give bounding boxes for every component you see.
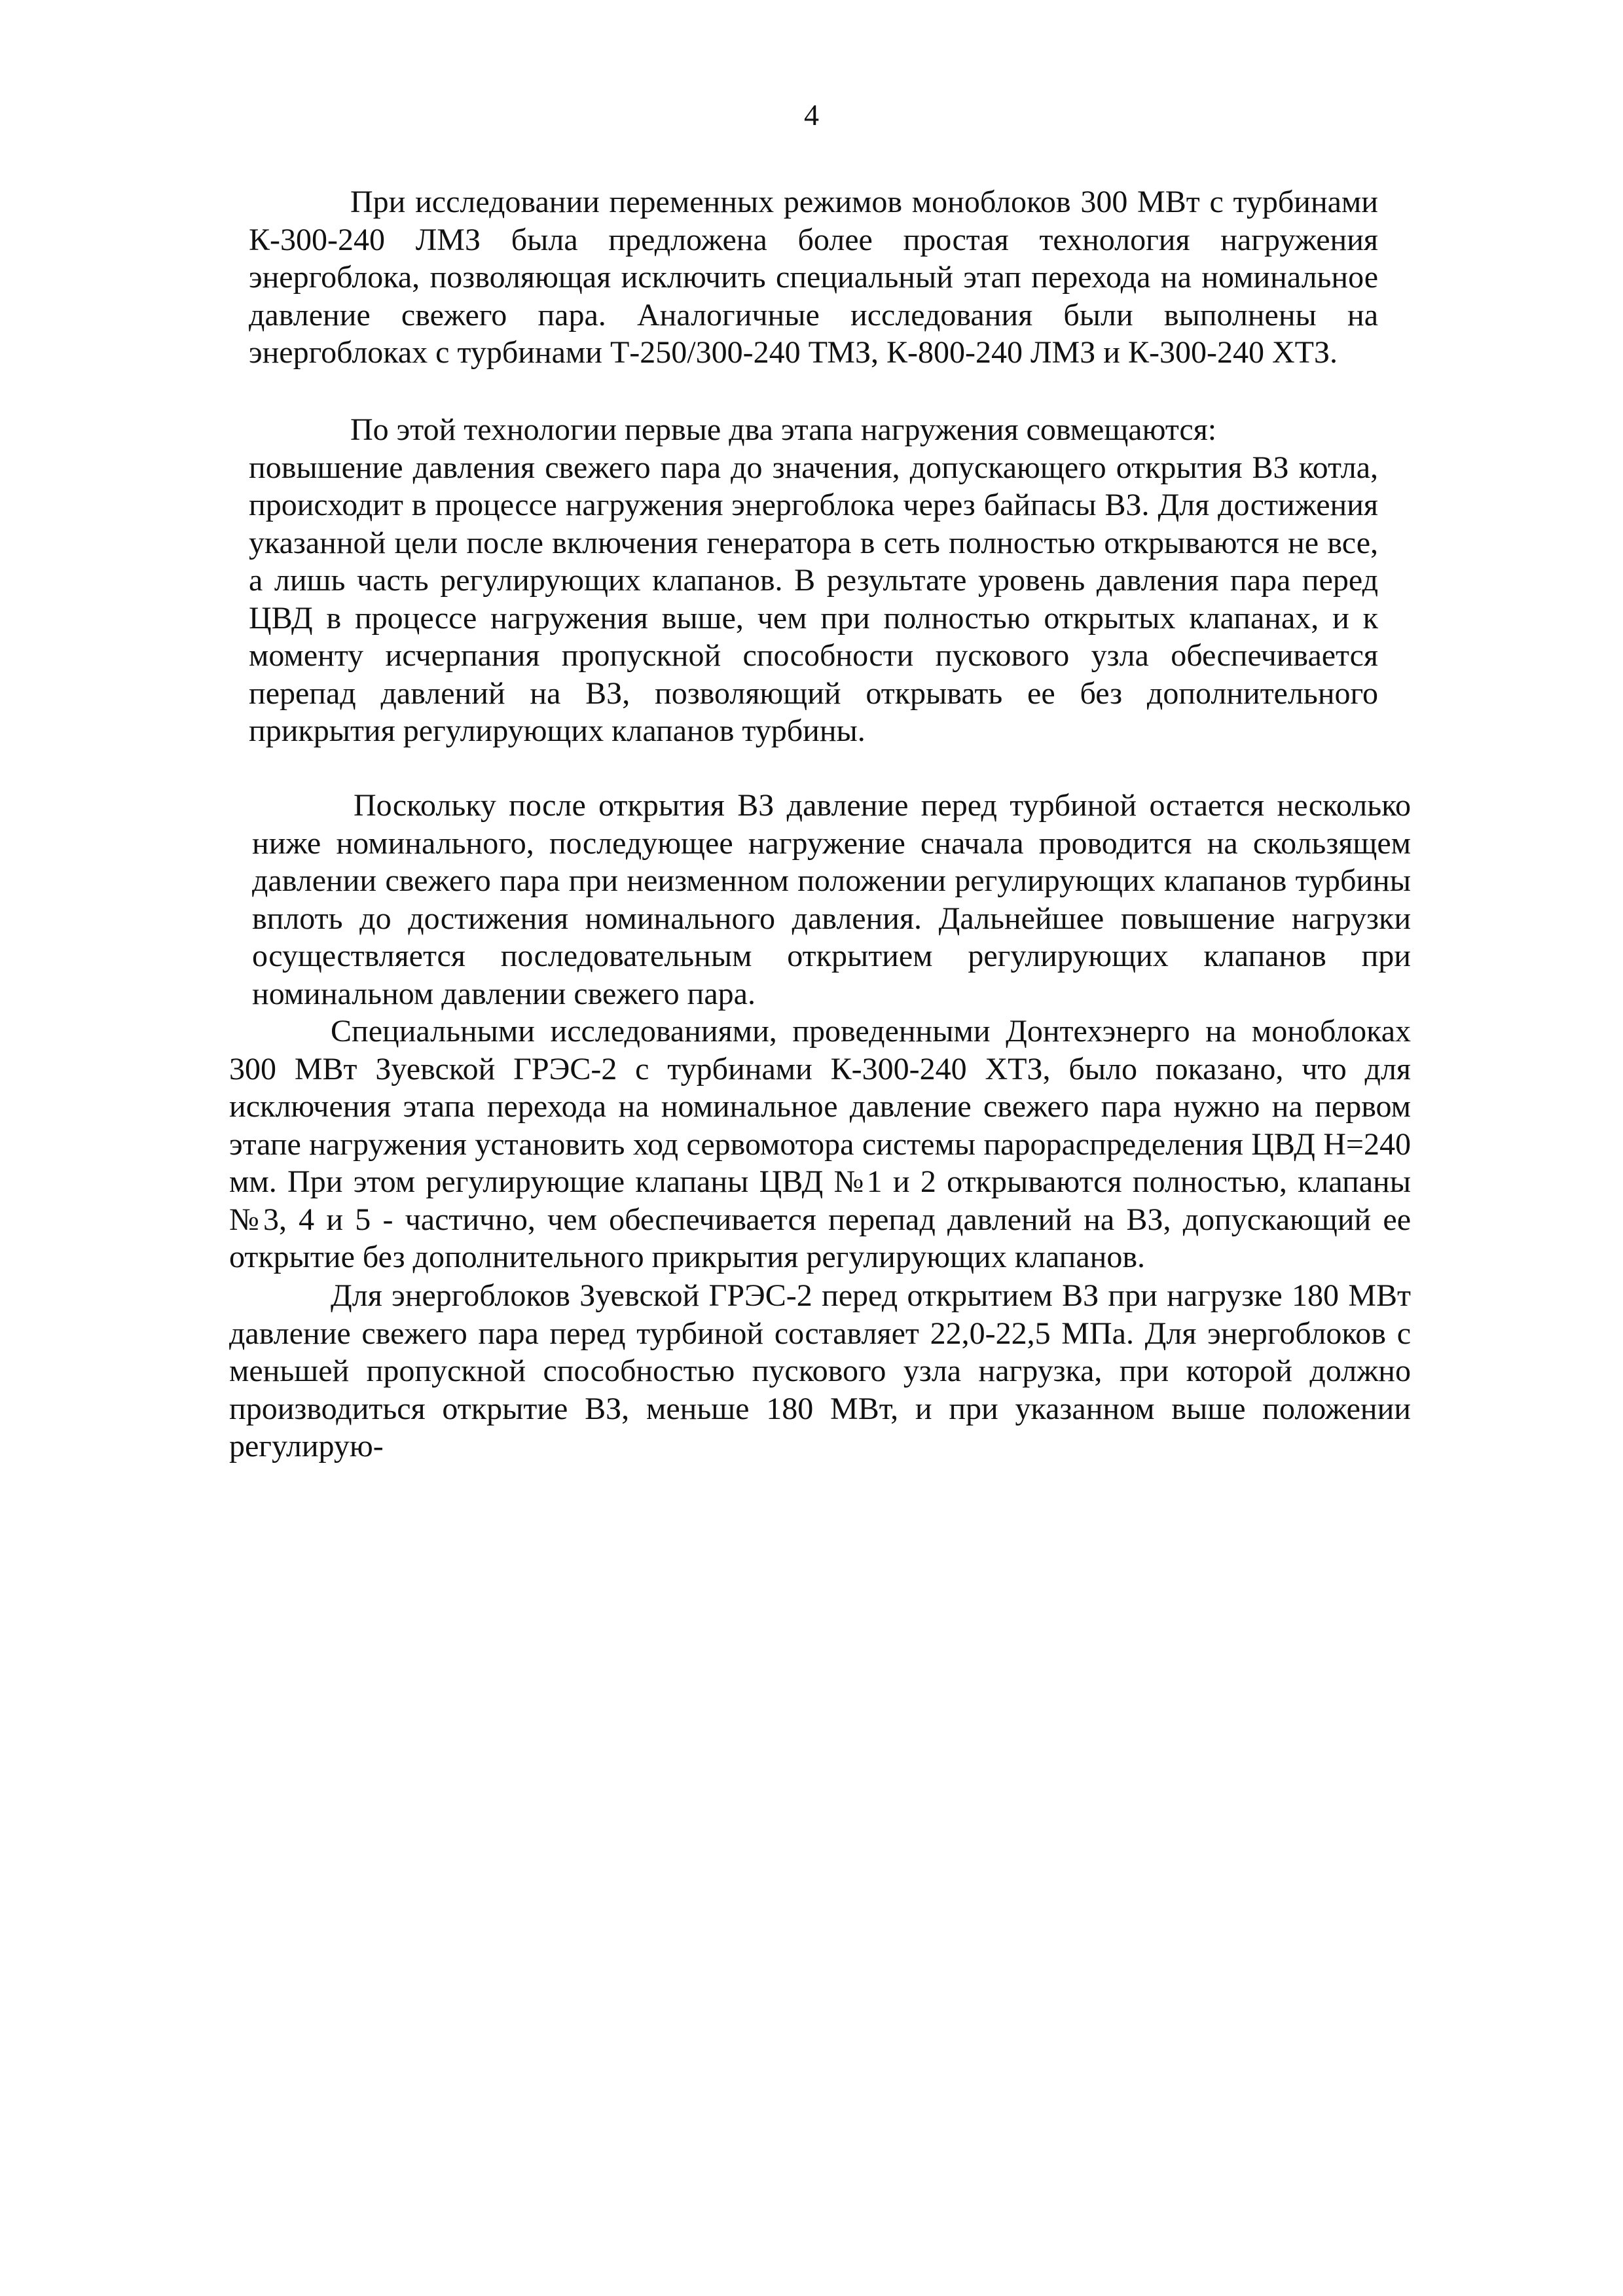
paragraph-text: Для энергоблоков Зуевской ГРЭС-2 перед открытием ВЗ при нагрузке 180 МВт давление свежего пара перед турбиной составляет 22,0-22,5 МПа. Для энергоблоков с меньшей пропускной способностью пускового узла нагрузка, при которой должно производиться открытие ВЗ, меньше 180 МВт, и при указанном выше положении регулирую- [229,1278,1411,1463]
paragraph-text: Специальными исследованиями, проведенными Донтехэнерго на моноблоках 300 МВт Зуевской ГРЭС-2 с турбинами К-300-240 ХТЗ, было показано, что для исключения этапа перехода на номинальное давление свежего пара нужно на первом этапе нагружения установить ход сервомотора системы парораспределения ЦВД Н=240 мм. При этом регулирующие клапаны ЦВД №1 и 2 открываются полностью, клапаны №3, 4 и 5 - частично, чем обеспечивается перепад давлений на ВЗ, допускающий ее открытие без дополнительного прикрытия регулирующих клапанов. [229,1014,1411,1274]
paragraph-text: повышение давления свежего пара до значения, допускающего открытия ВЗ котла, происходит в процессе нагружения энергоблока через байпасы ВЗ. Для достижения указанной цели после включения генератора в сеть полностью открываются не все, а лишь часть регулирующих клапанов. В результате уровень давления пара перед ЦВД в процессе нагружения выше, чем при полностью открытых клапанах, и к моменту исчерпания пропускной способности пускового узла обеспечивается перепад давлений на ВЗ, позволяющий открывать ее без дополнительного прикрытия регулирующих клапанов турбины. [249,450,1378,748]
paragraph-text: Поскольку после открытия ВЗ давление перед турбиной остается несколько ниже номинального, последующее нагружение сначала проводится на скользящем давлении свежего пара при неизменном положении регулирующих клапанов турбины вплоть до достижения номинального давления. Дальнейшее повышение нагрузки осуществляется последовательным открытием регулирующих клапанов при номинальном давлении свежего пара. [252,788,1411,1011]
page-number: 4 [804,98,819,132]
paragraph-sliding-pressure [252,787,1411,1013]
paragraph-variable-modes [249,183,1378,372]
paragraph-zuevskaya-units [229,1277,1411,1465]
paragraph-lead-line: По этой технологии первые два этапа нагружения совмещаются: [350,412,1217,447]
paragraph-loading-technology [249,411,1378,750]
paragraph-special-research [229,1013,1411,1276]
paragraph-text: При исследовании переменных режимов моноблоков 300 МВт с турбинами К-300-240 ЛМЗ была предложена более простая технология нагружения энергоблока, позволяющая исключить специальный этап перехода на номинальное давление свежего пара. Аналогичные исследования были выполнены на энергоблоках с турбинами Т-250/300-240 ТМЗ, К-800-240 ЛМЗ и К-300-240 ХТЗ. [249,185,1378,370]
